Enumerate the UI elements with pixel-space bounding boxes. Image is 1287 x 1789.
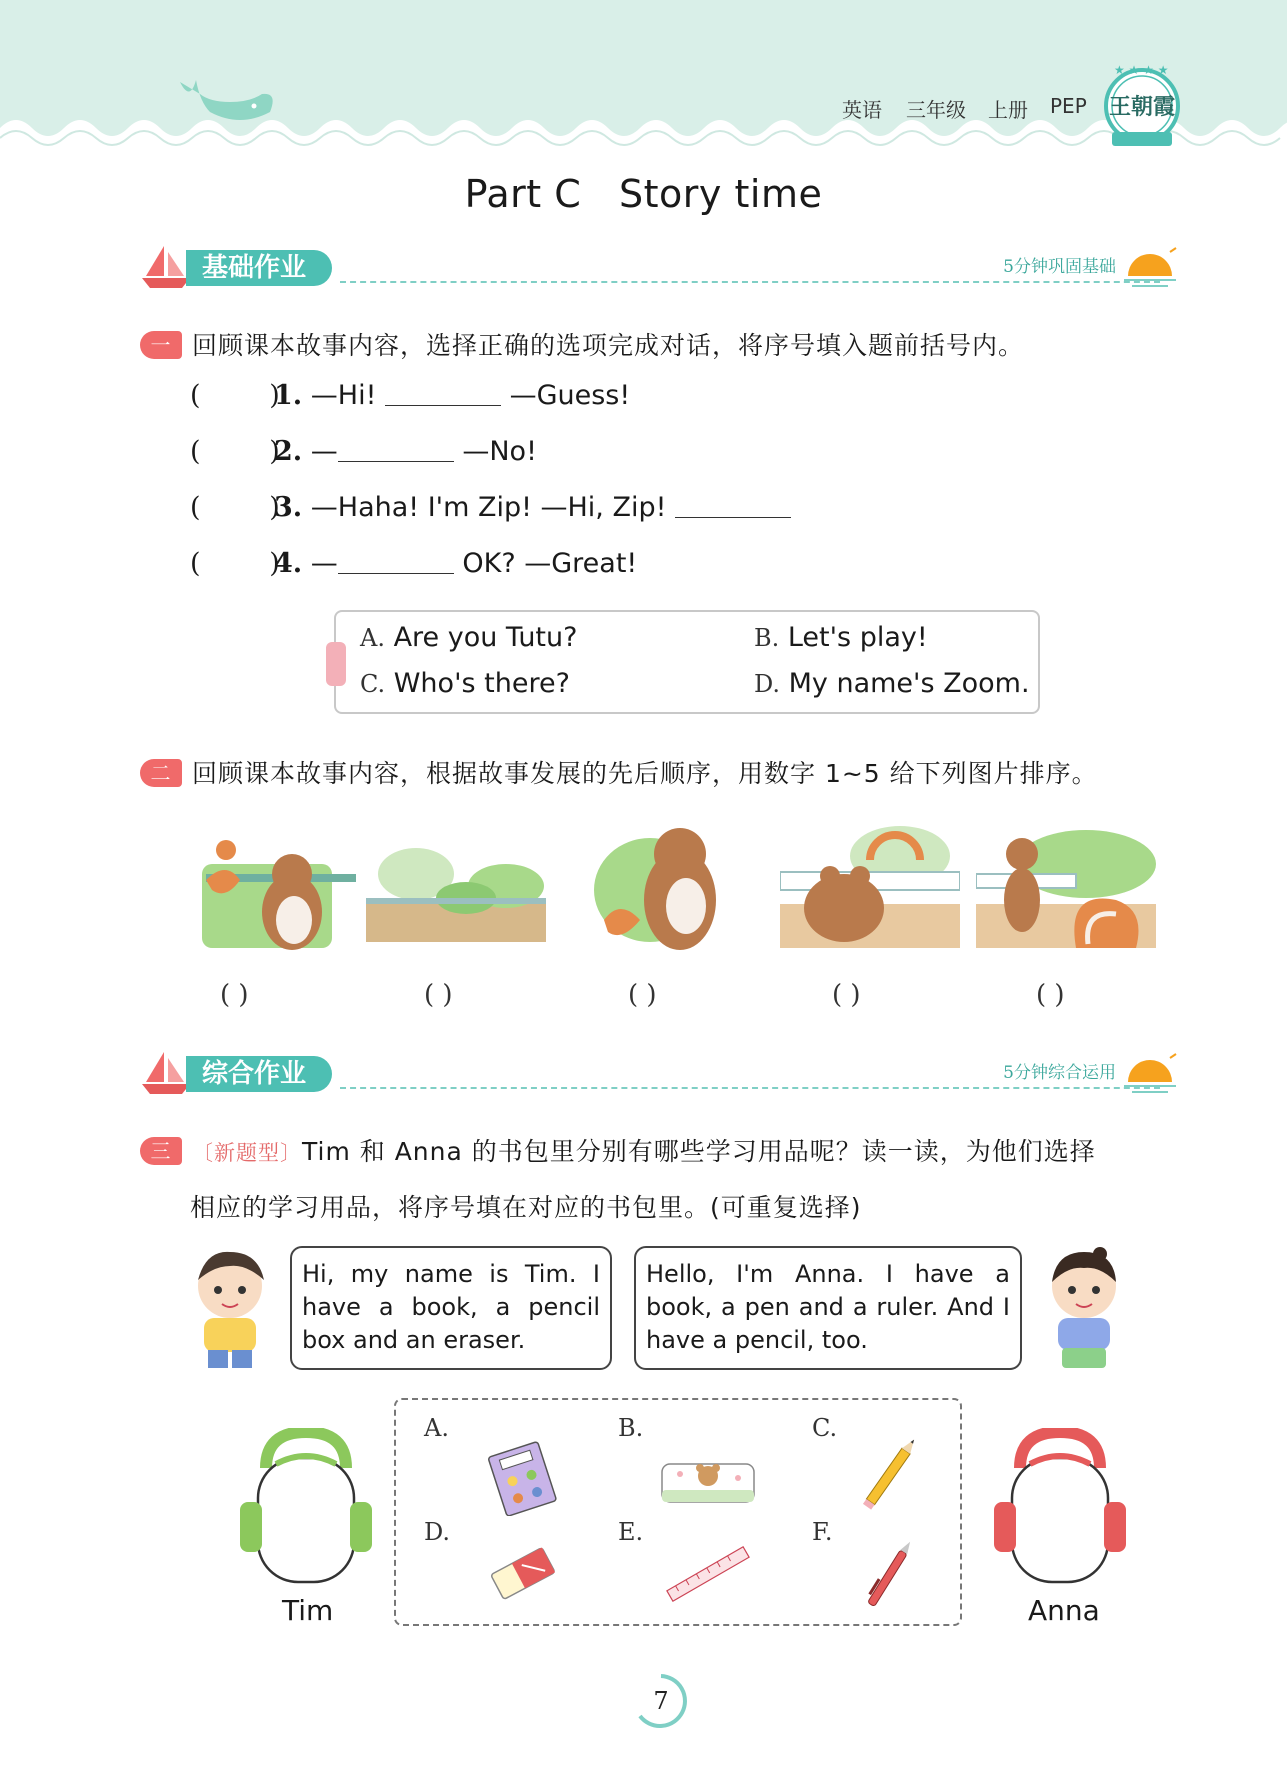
anna-backpack[interactable]: [990, 1428, 1130, 1586]
new-question-tag: 〔新题型〕: [192, 1141, 302, 1165]
item-text-before: —: [310, 548, 338, 579]
option-letter: C.: [360, 670, 386, 698]
q2-instruction: 回顾课本故事内容，根据故事发展的先后顺序，用数字 1~5 给下列图片排序。: [192, 759, 1098, 788]
answer-blank[interactable]: [338, 550, 454, 574]
answer-blank[interactable]: [675, 494, 791, 518]
item-number: 4.: [274, 548, 303, 579]
anna-label: Anna: [1028, 1594, 1100, 1627]
item-text-before: —Haha! I'm Zip! —Hi, Zip!: [310, 492, 676, 523]
section-divider: [340, 1087, 1160, 1089]
eraser-icon: [474, 1536, 570, 1612]
option-a: [360, 622, 577, 653]
item-text-before: —Hi!: [310, 380, 385, 411]
supplies-box: [394, 1398, 962, 1626]
ruler-icon: [660, 1536, 756, 1612]
q1-item-2: [190, 436, 537, 467]
anna-speech-bubble: Hello, I'm Anna. I have a book, a pen and a ruler. And I have a pencil, too.: [634, 1246, 1022, 1370]
picture-order-blank-2[interactable]: ( ): [424, 980, 453, 1010]
whale-icon: [170, 72, 280, 132]
supply-letter-c: C.: [812, 1414, 838, 1442]
q1-item-3: [190, 492, 791, 523]
grade-label: 三年级: [906, 98, 966, 122]
section-basic-subtitle: 5分钟巩固基础: [1003, 257, 1116, 277]
answer-paren[interactable]: ( ): [190, 436, 280, 467]
sailboat-icon: [140, 1050, 192, 1096]
options-tab: [326, 642, 346, 686]
item-number: 2.: [274, 436, 303, 467]
story-picture-4: [780, 820, 960, 950]
item-text-after: OK? —Great!: [453, 548, 638, 579]
answer-paren[interactable]: ( ): [190, 380, 280, 411]
option-c: [360, 668, 570, 699]
sailboat-icon: [140, 244, 192, 290]
page-title: Part C Story time: [464, 172, 823, 216]
story-picture-1: [196, 820, 376, 950]
item-number: 1.: [274, 380, 303, 411]
picture-order-blank-3[interactable]: ( ): [628, 980, 657, 1010]
option-b: [754, 622, 928, 653]
section-basic: [140, 244, 1180, 294]
q1-instruction: 回顾课本故事内容，选择正确的选项完成对话，将序号填入题前括号内。: [192, 331, 1025, 360]
pencil-box-icon: [660, 1440, 756, 1516]
tim-avatar: [186, 1244, 274, 1372]
brand-name: 王朝霞: [1108, 94, 1176, 120]
svg-text:★ ★ ★ ★: ★ ★ ★ ★: [1114, 63, 1169, 77]
q3-instruction-line: [140, 1132, 1096, 1168]
answer-paren[interactable]: ( ): [190, 548, 280, 579]
section-basic-title: 基础作业: [186, 250, 332, 286]
option-text: My name's Zoom.: [788, 668, 1030, 699]
option-letter: D.: [754, 670, 781, 698]
anna-avatar: [1040, 1244, 1128, 1372]
answer-blank[interactable]: [338, 438, 454, 462]
sunset-icon: [1120, 244, 1180, 290]
pen-icon: [842, 1536, 938, 1612]
sunset-icon: [1120, 1050, 1180, 1096]
answer-blank[interactable]: [385, 382, 501, 406]
edition-label: PEP: [1050, 94, 1087, 118]
book-icon: [474, 1440, 570, 1516]
item-number: 3.: [274, 492, 303, 523]
option-text: Who's there?: [393, 668, 570, 699]
tim-backpack[interactable]: [236, 1428, 376, 1586]
q1-item-4: [190, 548, 637, 579]
story-picture-2: [366, 820, 546, 950]
q2-instruction-line: [140, 754, 1098, 790]
q1-options-box: [334, 610, 1040, 714]
section-comprehensive-subtitle: 5分钟综合运用: [1003, 1063, 1116, 1083]
tim-label: Tim: [282, 1594, 334, 1627]
picture-order-blank-5[interactable]: ( ): [1036, 980, 1065, 1010]
story-picture-5: [976, 820, 1156, 950]
answer-paren[interactable]: ( ): [190, 492, 280, 523]
item-text-before: —: [310, 436, 338, 467]
option-letter: A.: [360, 624, 385, 652]
section-comprehensive: [140, 1050, 1180, 1100]
picture-order-blank-4[interactable]: ( ): [832, 980, 861, 1010]
q3-instruction-2: 相应的学习用品，将序号填在对应的书包里。(可重复选择): [190, 1193, 862, 1222]
q1-number-badge: 一: [140, 331, 182, 359]
option-text: Let's play!: [787, 622, 928, 653]
section-divider: [340, 281, 1160, 283]
q3-instruction-1: Tim 和 Anna 的书包里分别有哪些学习用品呢？读一读，为他们选择: [302, 1137, 1096, 1166]
subject-label: 英语: [842, 98, 882, 122]
brand-seal: [1100, 58, 1184, 154]
picture-order-blank-1[interactable]: ( ): [220, 980, 249, 1010]
q3-number-badge: 三: [140, 1137, 182, 1165]
pencil-icon: [842, 1436, 938, 1512]
item-text-after: —Guess!: [501, 380, 631, 411]
section-comprehensive-title: 综合作业: [186, 1056, 332, 1092]
tim-speech-bubble: Hi, my name is Tim. I have a book, a pencil box and an eraser.: [290, 1246, 612, 1370]
q1-instruction-line: [140, 326, 1024, 362]
q2-number-badge: 二: [140, 759, 182, 787]
supply-letter-d: D.: [424, 1518, 451, 1546]
option-d: [754, 668, 1030, 699]
option-letter: B.: [754, 624, 780, 652]
q1-item-1: [190, 380, 630, 411]
volume-label: 上册: [988, 98, 1028, 122]
item-text-after: —No!: [453, 436, 537, 467]
supply-letter-e: E.: [618, 1518, 644, 1546]
page-number: 7: [653, 1687, 669, 1715]
story-picture-3: [590, 820, 770, 950]
supply-letter-a: A.: [424, 1414, 449, 1442]
supply-letter-f: F.: [812, 1518, 833, 1546]
option-text: Are you Tutu?: [393, 622, 578, 653]
supply-letter-b: B.: [618, 1414, 644, 1442]
